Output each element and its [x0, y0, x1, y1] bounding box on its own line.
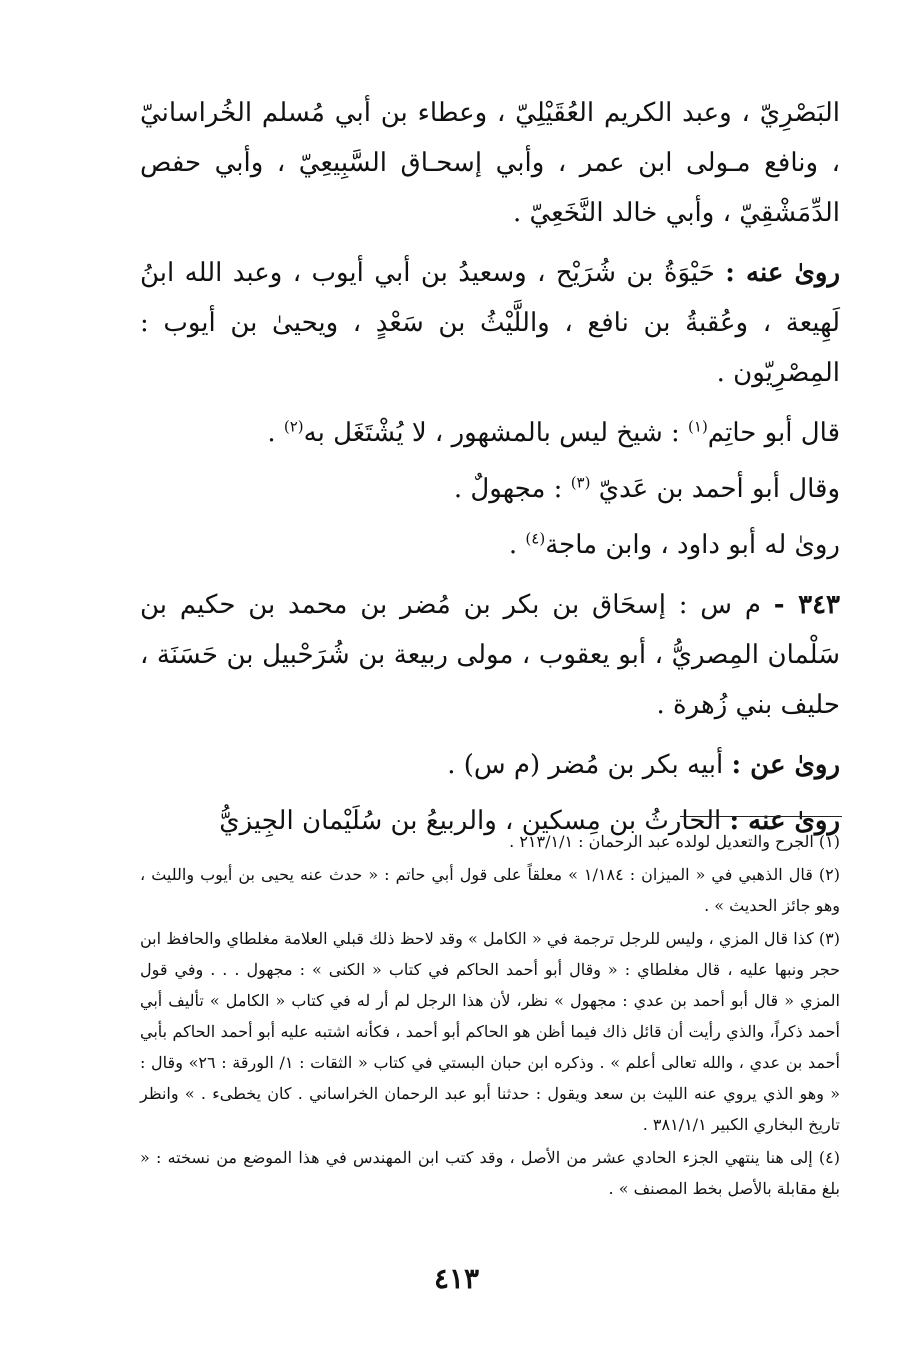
narrated-by-text-a: روىٰ له أبو داود ، وابن ماجة	[545, 530, 840, 560]
paragraph-abu-hatim	[140, 408, 840, 458]
abu-hatim-text-a: قال أبو حاتِم	[707, 418, 840, 448]
footnote-ref-4[interactable]: (٤)	[525, 529, 546, 548]
footnote-ref-1[interactable]: (١)	[688, 417, 708, 436]
paragraph-narrated-from	[140, 740, 840, 790]
paragraph-ibn-adi	[140, 464, 840, 514]
paragraph-narrated-from-him	[140, 248, 840, 398]
entry-text: م س : إسحَاق بن بكر بن مُضر بن محمد بن حكيم بن سَلْمان المِصريُّ ، أبو يعقوب ، مولى ربيعة بن شُرَحْبيل بن حَسَنَة ، حليف بني زُهرة .	[140, 590, 840, 720]
narrated-from-him-label: روىٰ عنه :	[725, 258, 840, 288]
narrated-from-him-text: حَيْوَةُ بن شُرَيْح ، وسعيدُ بن أبي أيوب ، وعبد الله ابنُ لَهِيعة ، وعُقبةُ بن نافع ، واللَّيْثُ بن سَعْدٍ ، ويحيىٰ بن أيوب : المِصْرِيّون .	[140, 258, 840, 388]
footnotes	[140, 826, 840, 1206]
paragraph-entry-343	[140, 580, 840, 730]
narrated-by-text-b: .	[508, 530, 526, 560]
teachers-text: البَصْرِيّ ، وعبد الكريم العُقَيْلِيّ ، وعطاء بن أبي مُسلم الخُراسانيّ ، ونافع مـولى ابن عمر ، وأبي إسحـاق السَّبِيعِيّ ، وأبي حفص الدِّمَشْقِيّ ، وأبي خالد النَّخَعِيّ .	[140, 98, 840, 228]
footnote-1: (١) الجرح والتعديل لولده عبد الرحمان : ٢١٣/١/١ .	[509, 832, 840, 851]
narrated-from-text: أبيه بكر بن مُضر (م س) .	[447, 750, 732, 780]
main-text	[140, 88, 840, 856]
narrated-from-him-2-text: الحارثُ بن مِسكين ، والربيعُ بن سُلَيْمان الجِيزيُّ	[219, 806, 730, 836]
paragraph-teachers	[140, 88, 840, 238]
narrated-from-him-2-label: روىٰ عنه :	[729, 806, 840, 836]
paragraph-narrated-by	[140, 520, 840, 570]
ibn-adi-text-a: وقال أبو أحمد بن عَديّ	[590, 474, 840, 504]
abu-hatim-text-c: .	[267, 418, 284, 448]
footnote-ref-2[interactable]: (٢)	[283, 417, 304, 436]
page-number: ٤١٣	[433, 1262, 480, 1295]
footnote-3: (٣) كذا قال المزي ، وليس للرجل ترجمة في « الكامل » وقد لاحظ ذلك قبلي العلامة مغلطاي والحافظ ابن حجر ونبها عليه ، قال مغلطاي : « وقال أبو أحمد الحاكم في كتاب « الكنى » : مجهول . . . وفي قول المزي « قال أبو أحمد بن عدي : مجهول » نظر، لأن هذا الرجل لم أر له في كتاب « الكامل » تأليف أبي أحمد ذكراً، والذي رأيت أن قائل ذاك فيما أظن هو الحاكم أبو أحمد ، فكأنه اشتبه عليه أبو أحمد الحاكم بأبي أحمد بن عدي ، والله تعالى أعلم » . وذكره ابن حبان البستي في كتاب « الثقات : ١/ الورقة : ٢٦» وقال : « وهو الذي يروي عنه الليث بن سعد ويقول : حدثنا أبو عبد الرحمان الخراساني . كان يخطىء . » وانظر تاريخ البخاري الكبير ٣٨١/١/١ .	[140, 929, 841, 1134]
abu-hatim-text-b: : شيخ ليس بالمشهور ، لا يُشْتَغَل به	[303, 418, 689, 448]
footnote-ref-3[interactable]: (٣)	[570, 473, 591, 492]
footnote-2: (٢) قال الذهبي في « الميزان : ١/١٨٤ » معلقاً على قول أبي حاتم : « حدث عنه يحيى بن أيوب والليث ، وهو جائز الحديث » .	[140, 865, 840, 915]
ibn-adi-text-b: : مجهولٌ .	[453, 474, 571, 504]
footnote-divider	[680, 816, 842, 817]
entry-number: ٣٤٣ -	[773, 590, 841, 620]
narrated-from-label: روىٰ عن :	[731, 750, 840, 780]
footnote-4: (٤) إلى هنا ينتهي الجزء الحادي عشر من الأصل ، وقد كتب ابن المهندس في هذا الموضع من نسخته : « بلغ مقابلة بالأصل بخط المصنف » .	[140, 1148, 840, 1198]
